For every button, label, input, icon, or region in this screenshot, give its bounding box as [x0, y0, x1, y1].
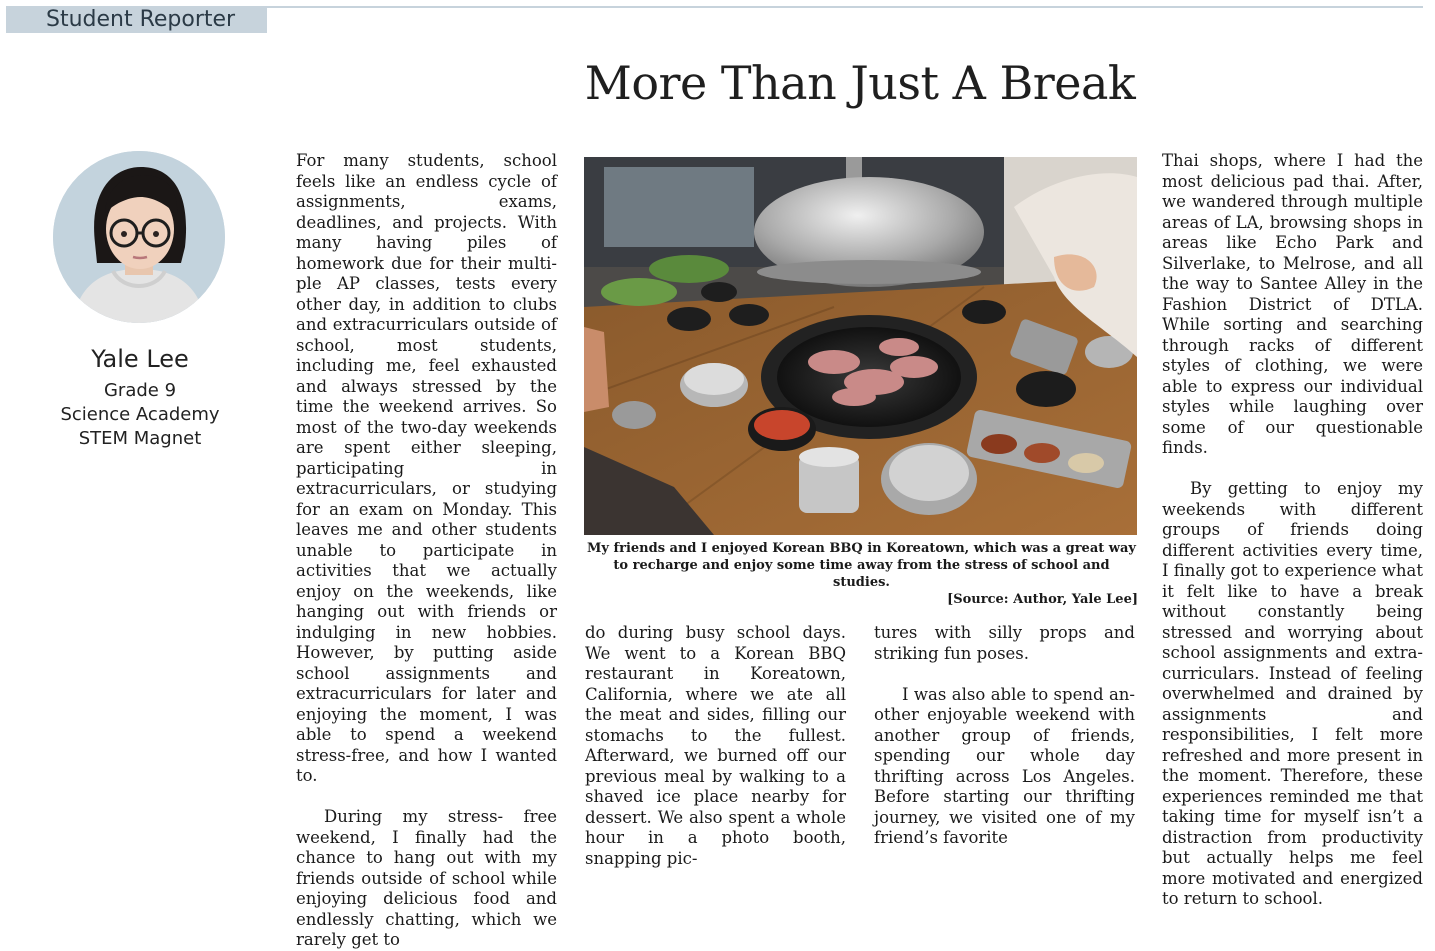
article-title: More Than Just A Break [584, 56, 1136, 110]
article-paragraph: For many students, school feels like an endless cycle of assignments, exams, deadlines, and projects. With many having piles of homework due for their multiple AP classes, tests every other day, in addition to clubs and extracurriculars outside of school, most students, including me, feel exhausted and always stressed by the time the weekend arrives. So most of the two-day weekends are spent either sleeping, participating in extracurriculars, or studying for an exam on Monday. This leaves me and other students unable to participate in activities that we actually enjoy on the weekends, like hanging out with friends or indulging in new hobbies. However, by putting aside school assignments and extracurriculars for later and enjoying the moment, I was able to spend a weekend stress-free, and how I wanted to. [296, 151, 557, 785]
top-rule-divider [267, 6, 1423, 8]
author-info [30, 343, 250, 451]
author-grade: Grade 9 [103, 380, 177, 401]
bbq-photo [584, 157, 1137, 535]
author-avatar [53, 151, 225, 323]
article-paragraph: By getting to enjoy my weekends with different groups of friends doing different activities every time, I finally got to experience what it felt like to have a break without constantly being stressed and worrying about school assignments and extracurriculars. Instead of feeling overwhelmed and drained by assignments and responsibilities, I felt more refreshed and more present in the moment. Therefore, these experiences reminded me that taking time for myself isn’t a distraction from productivity but actually helps me feel more motivated and energized to return to school. [1162, 479, 1423, 908]
author-portrait-icon [53, 151, 225, 323]
article-column-4 [1162, 151, 1423, 910]
article-paragraph: tures with silly props and striking fun poses. [874, 623, 1135, 663]
photo-caption-text: My friends and I enjoyed Korean BBQ in Koreatown, which was a great way to recharge and enjoy some time away from the stress of school and studies. [587, 541, 1136, 590]
author-school: Science Academy [60, 404, 220, 425]
article-column-2 [585, 623, 846, 869]
article-column-1 [296, 151, 557, 951]
article-paragraph: do during busy school days. We went to a Korean BBQ restaurant in Koreatown, California, where we ate all the meat and sides, filling our stomachs to the fullest. Afterward, we burned off our previous meal by walking to a shaved ice place nearby for dessert. We also spent a whole hour in a photo booth, snapping pic- [585, 623, 846, 868]
author-program: STEM Magnet [78, 428, 202, 449]
article-paragraph: During my stress- free weekend, I finally had the chance to hang out with my friends outside of school while enjoying delicious food and endlessly chatting, which we rarely get to [296, 807, 557, 949]
photo-source: [Source: Author, Yale Lee] [947, 592, 1138, 607]
article-paragraph: Thai shops, where I had the most delicious pad thai. After, we wandered through multiple areas of LA, browsing shops in areas like Echo Park and Silverlake, to Melrose, and all the way to Santee Alley in the Fashion District of DTLA. While sorting and searching through racks of different styles of clothing, we were able to express our individual styles while laughing over some of our questionable finds. [1162, 151, 1423, 457]
photo-caption [585, 540, 1138, 608]
article-column-3 [874, 623, 1135, 849]
section-label: Student Reporter [6, 6, 267, 33]
korean-bbq-photo-icon [584, 157, 1137, 535]
article-paragraph: I was also able to spend another enjoyable weekend with another group of friends, spending our whole day thrifting across Los Angeles. Before starting our thrifting journey, we visited one of my friend’s favorite [874, 684, 1135, 847]
author-name: Yale Lee [91, 345, 189, 373]
